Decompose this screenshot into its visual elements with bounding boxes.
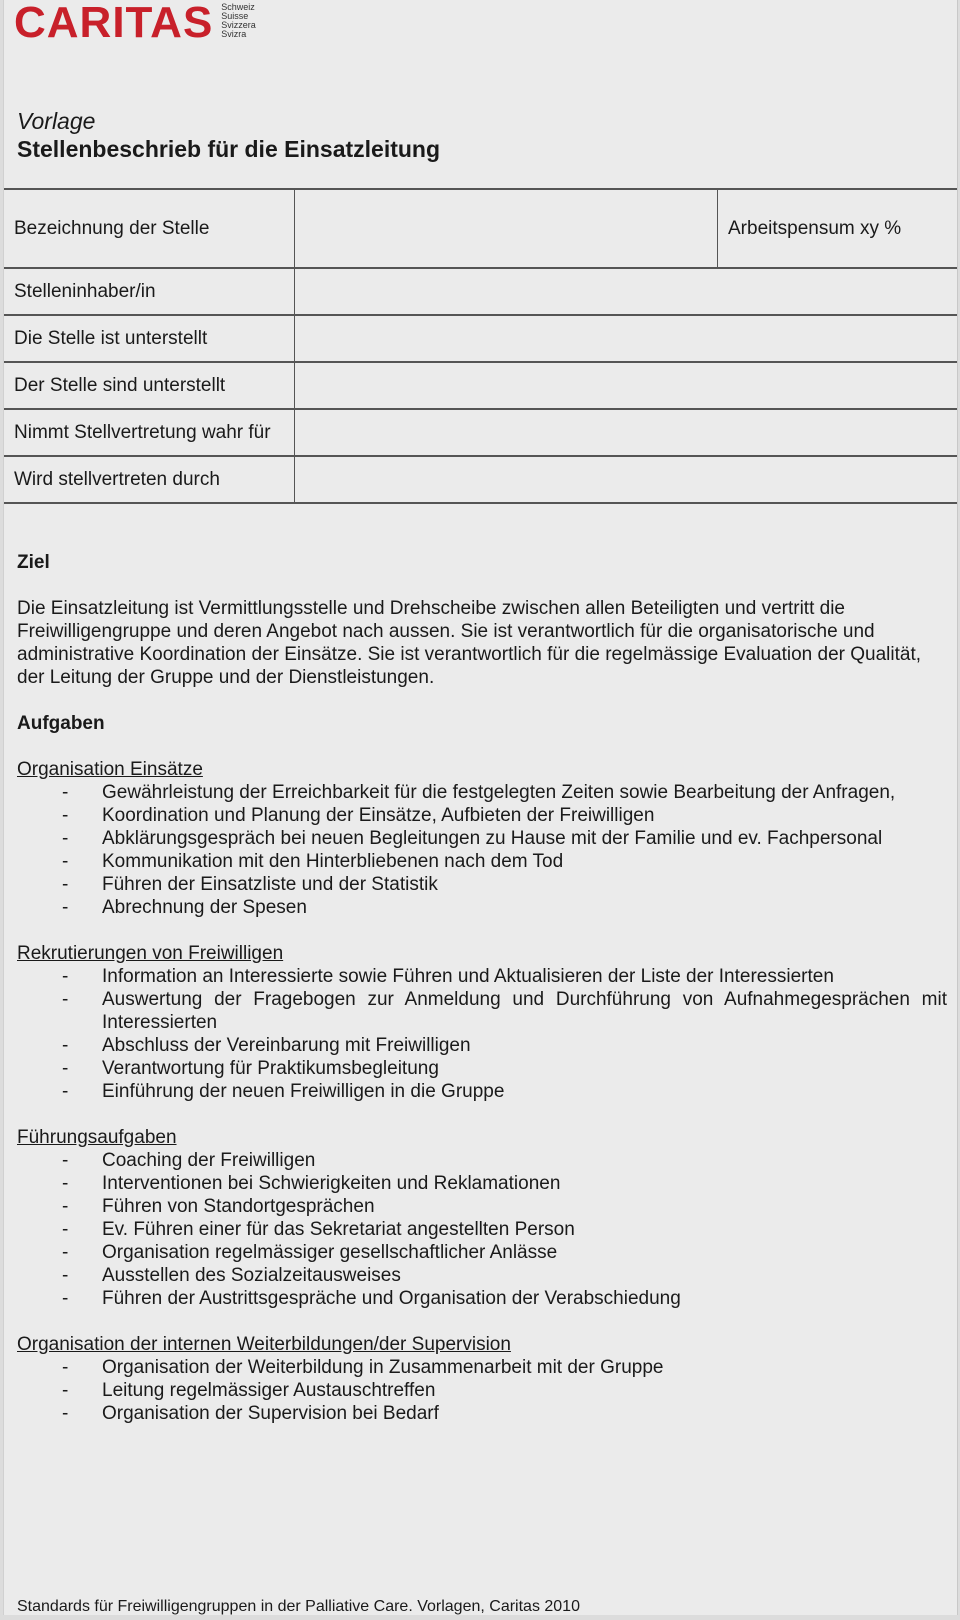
list-item-text: Abschluss der Vereinbarung mit Freiwilligen <box>102 1035 471 1056</box>
dash-bullet-icon: - <box>62 1150 69 1171</box>
dash-bullet-icon: - <box>62 1058 69 1079</box>
list-item <box>17 873 947 896</box>
list-item <box>17 1218 947 1241</box>
document-title: Stellenbeschrieb für die Einsatzleitung <box>17 136 441 162</box>
list-item <box>17 1402 947 1425</box>
table-value-cell[interactable] <box>295 456 958 503</box>
list-item-text: Führen der Austrittsgespräche und Organisation der Verabschiedung <box>102 1288 681 1309</box>
table-row <box>4 409 957 456</box>
table-label-cell: Der Stelle sind unterstellt <box>4 362 295 409</box>
dash-bullet-icon: - <box>62 989 69 1010</box>
list-item-text: Abrechnung der Spesen <box>102 897 307 918</box>
list-item-text: Abklärungsgespräch bei neuen Begleitungen zu Hause mit der Familie und ev. Fachpersonal <box>102 828 883 849</box>
section-organisation-einsaetze <box>17 758 947 919</box>
dash-bullet-icon: - <box>62 782 69 803</box>
list-item <box>17 804 947 827</box>
table-value-cell[interactable] <box>295 315 958 362</box>
list-item <box>17 1195 947 1218</box>
dash-bullet-icon: - <box>62 805 69 826</box>
list-item-text: Coaching der Freiwilligen <box>102 1150 316 1171</box>
dash-bullet-icon: - <box>62 1081 69 1102</box>
list-item <box>17 965 947 988</box>
task-list <box>17 1149 947 1310</box>
section-title: Rekrutierungen von Freiwilligen <box>17 943 284 964</box>
table-value-cell[interactable] <box>295 268 958 315</box>
task-list <box>17 1356 947 1425</box>
document-footer: Standards für Freiwilligengruppen in der Palliative Care. Vorlagen, Caritas 2010 <box>17 1598 580 1615</box>
list-item-text: Koordination und Planung der Einsätze, Aufbieten der Freiwilligen <box>102 805 655 826</box>
table-label-cell: Stelleninhaber/in <box>4 268 295 315</box>
list-item-text: Kommunikation mit den Hinterbliebenen nach dem Tod <box>102 851 564 872</box>
table-value-cell[interactable] <box>295 362 958 409</box>
title-block <box>17 107 440 163</box>
list-item-text: Führen der Einsatzliste und der Statistik <box>102 874 438 895</box>
table-label-cell: Wird stellvertreten durch <box>4 456 295 503</box>
logo-wordmark: CARITAS <box>14 0 214 47</box>
section-title: Organisation der internen Weiterbildungen/der Supervision <box>17 1334 511 1355</box>
list-item <box>17 1379 947 1402</box>
section-weiterbildungen <box>17 1333 947 1425</box>
dash-bullet-icon: - <box>62 1242 69 1263</box>
list-item <box>17 850 947 873</box>
list-item <box>17 1034 947 1057</box>
section-title: Organisation Einsätze <box>17 759 203 780</box>
task-list <box>17 781 947 919</box>
ziel-paragraph: Die Einsatzleitung ist Vermittlungsstelle und Drehscheibe zwischen allen Beteiligten und vertritt die Freiwilligengruppe und deren Angebot nach aussen. Sie ist verantwortlich für die organisatorische und administrative Koordination der Einsätze. Sie ist verantwortlich für die regelmässige Evaluation der Qualität, der Leitung der Gruppe und der Dienstleistungen. <box>17 598 922 688</box>
logo-language: Svizra <box>221 29 247 39</box>
workload-cell: Arbeitspensum xy % <box>718 189 958 268</box>
logo-language: Svizzera <box>221 20 256 30</box>
table-row <box>4 362 957 409</box>
dash-bullet-icon: - <box>62 851 69 872</box>
dash-bullet-icon: - <box>62 828 69 849</box>
caritas-logo <box>14 0 256 47</box>
section-fuehrungsaufgaben <box>17 1126 947 1310</box>
list-item-text: Ausstellen des Sozialzeitausweises <box>102 1265 401 1286</box>
list-item-text: Auswertung der Fragebogen zur Anmeldung und Durchführung von Aufnahmegesprächen mit Interessierten <box>102 989 947 1033</box>
aufgaben-heading: Aufgaben <box>17 713 105 734</box>
list-item-text: Organisation der Weiterbildung in Zusammenarbeit mit der Gruppe <box>102 1357 664 1378</box>
list-item <box>17 1241 947 1264</box>
list-item <box>17 1264 947 1287</box>
dash-bullet-icon: - <box>62 874 69 895</box>
list-item <box>17 1149 947 1172</box>
dash-bullet-icon: - <box>62 1173 69 1194</box>
list-item-text: Organisation regelmässiger gesellschaftlicher Anlässe <box>102 1242 558 1263</box>
list-item-text: Leitung regelmässiger Austauschtreffen <box>102 1380 436 1401</box>
section-rekrutierungen <box>17 942 947 1103</box>
list-item-text: Einführung der neuen Freiwilligen in die Gruppe <box>102 1081 505 1102</box>
dash-bullet-icon: - <box>62 1403 69 1424</box>
list-item <box>17 827 947 850</box>
position-info-table <box>4 188 957 504</box>
dash-bullet-icon: - <box>62 1219 69 1240</box>
table-row <box>4 456 957 503</box>
list-item <box>17 896 947 919</box>
list-item <box>17 1057 947 1080</box>
list-item <box>17 1172 947 1195</box>
table-row <box>4 315 957 362</box>
table-value-cell[interactable] <box>295 409 958 456</box>
list-item <box>17 781 947 804</box>
dash-bullet-icon: - <box>62 1288 69 1309</box>
list-item-text: Organisation der Supervision bei Bedarf <box>102 1403 439 1424</box>
list-item-text: Information an Interessierte sowie Führen und Aktualisieren der Liste der Interessierten <box>102 966 834 987</box>
task-list <box>17 965 947 1103</box>
list-item-text: Interventionen bei Schwierigkeiten und Reklamationen <box>102 1173 561 1194</box>
list-item <box>17 1356 947 1379</box>
table-label-cell: Nimmt Stellvertretung wahr für <box>4 409 295 456</box>
list-item <box>17 1287 947 1310</box>
dash-bullet-icon: - <box>62 1196 69 1217</box>
dash-bullet-icon: - <box>62 1357 69 1378</box>
logo-languages <box>221 3 256 39</box>
table-label-cell: Bezeichnung der Stelle <box>4 189 295 268</box>
list-item-text: Ev. Führen einer für das Sekretariat angestellten Person <box>102 1219 575 1240</box>
list-item-text: Gewährleistung der Erreichbarkeit für die festgelegten Zeiten sowie Bearbeitung der Anfragen, <box>102 782 896 803</box>
document-subtitle: Vorlage <box>17 108 96 134</box>
list-item-text: Verantwortung für Praktikumsbegleitung <box>102 1058 439 1079</box>
document-page <box>3 0 958 1615</box>
dash-bullet-icon: - <box>62 966 69 987</box>
dash-bullet-icon: - <box>62 1265 69 1286</box>
logo-language: Suisse <box>221 11 249 21</box>
dash-bullet-icon: - <box>62 1380 69 1401</box>
logo-language: Schweiz <box>221 2 255 12</box>
dash-bullet-icon: - <box>62 1035 69 1056</box>
ziel-heading: Ziel <box>17 552 50 573</box>
list-item <box>17 988 947 1034</box>
section-title: Führungsaufgaben <box>17 1127 177 1148</box>
table-value-cell[interactable] <box>295 189 718 268</box>
table-label-cell: Die Stelle ist unterstellt <box>4 315 295 362</box>
table-row <box>4 268 957 315</box>
list-item-text: Führen von Standortgesprächen <box>102 1196 375 1217</box>
document-body <box>17 551 947 1425</box>
dash-bullet-icon: - <box>62 897 69 918</box>
table-row <box>4 189 957 268</box>
list-item <box>17 1080 947 1103</box>
